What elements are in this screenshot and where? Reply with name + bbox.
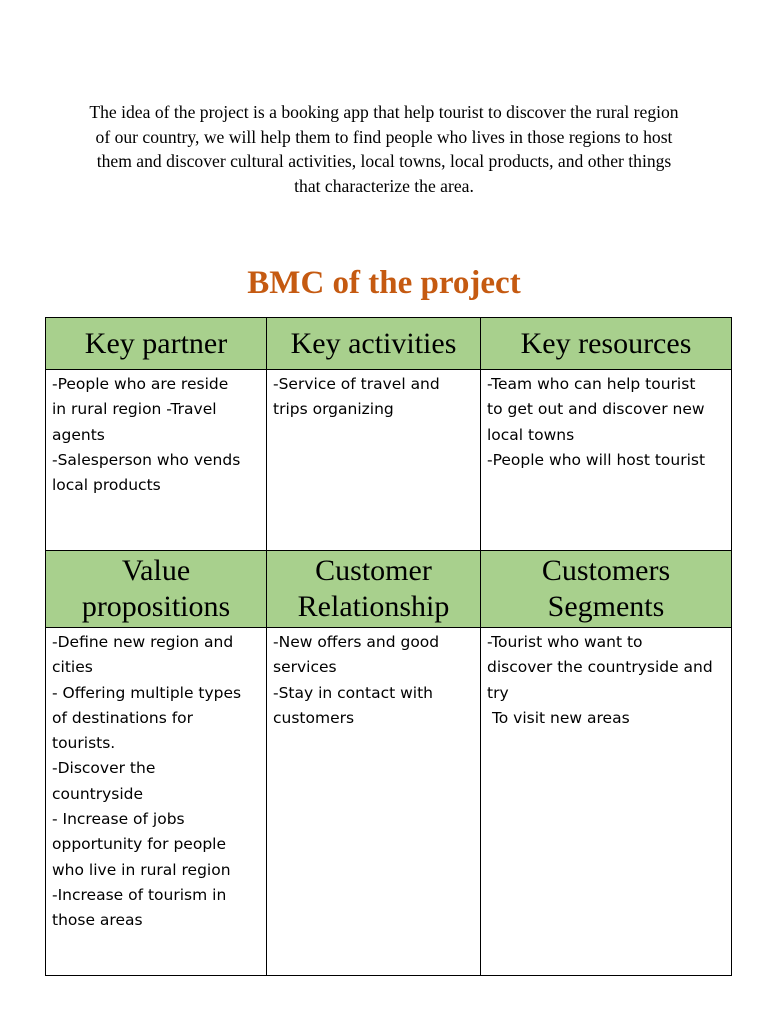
cell-line: -Discover the — [52, 759, 156, 778]
header-label: Key activities — [290, 326, 457, 360]
project-description — [46, 100, 722, 199]
header-key-activities — [267, 318, 481, 370]
cell-line: who live in rural region — [52, 860, 231, 879]
description-line: of our country, we will help them to find people who lives in those regions to host — [95, 126, 673, 147]
cell-line: local products — [52, 476, 161, 495]
description-line: The idea of the project is a booking app that help tourist to discover the rural region — [89, 102, 679, 122]
header-label: Customer — [315, 554, 432, 587]
description-line: them and discover cultural activities, local towns, local products, and other things — [96, 151, 672, 172]
cell-line: those areas — [52, 911, 143, 930]
header-label: Segments — [547, 590, 665, 623]
header-value-propositions — [46, 551, 267, 628]
header-key-partner — [46, 318, 267, 370]
cell-line: -Increase of tourism in — [52, 885, 227, 904]
cell-key-resources — [481, 370, 732, 551]
bmc-header-row — [46, 318, 732, 370]
header-label: Customers — [541, 554, 671, 587]
header-label: Relationship — [297, 590, 450, 623]
header-label: propositions — [81, 590, 231, 623]
cell-line: -Salesperson who vends — [52, 450, 241, 469]
cell-line: - Offering multiple types — [52, 683, 242, 702]
description-line: that characterize the area. — [294, 176, 474, 197]
cell-line: services — [273, 658, 337, 677]
cell-customers-segments — [481, 628, 732, 976]
cell-key-partner — [46, 370, 267, 551]
cell-line: -New offers and good — [273, 633, 440, 651]
cell-line: of destinations for — [52, 708, 194, 727]
cell-key-activities — [267, 370, 481, 551]
bmc-content-row — [46, 370, 732, 551]
cell-line: - Increase of jobs — [52, 810, 185, 829]
header-label: Key resources — [520, 326, 692, 360]
cell-line: opportunity for people — [52, 835, 227, 854]
page-title: BMC of the project — [247, 265, 521, 301]
cell-line: in rural region -Travel — [52, 400, 217, 419]
cell-line: -Service of travel and — [273, 375, 440, 393]
header-label: Value — [121, 554, 191, 587]
cell-line: -People who are reside — [52, 375, 229, 393]
cell-line: -Stay in contact with — [273, 683, 433, 702]
cell-value-propositions — [46, 628, 267, 976]
cell-line: customers — [273, 708, 355, 727]
cell-line: try — [487, 683, 509, 702]
cell-line: to get out and discover new — [487, 400, 705, 419]
cell-line: tourists. — [52, 734, 116, 753]
header-label: Key partner — [84, 326, 228, 360]
cell-customer-relationship — [267, 628, 481, 976]
cell-line: trips organizing — [273, 400, 394, 419]
header-customers-segments — [481, 551, 732, 628]
cell-line: -Tourist who want to — [487, 633, 643, 651]
cell-line: cities — [52, 658, 93, 677]
bmc-header-row — [46, 551, 732, 628]
header-key-resources — [481, 318, 732, 370]
cell-line: -Define new region and — [52, 633, 234, 651]
cell-line: discover the countryside and — [487, 658, 713, 677]
cell-line: local towns — [487, 425, 575, 444]
bmc-content-row — [46, 628, 732, 976]
bmc-table — [45, 317, 732, 976]
cell-line: To visit new areas — [487, 708, 630, 727]
cell-line: agents — [52, 425, 105, 444]
cell-line: countryside — [52, 784, 144, 803]
cell-line: -Team who can help tourist — [487, 375, 696, 393]
cell-line: -People who will host tourist — [487, 450, 706, 469]
header-customer-relationship — [267, 551, 481, 628]
